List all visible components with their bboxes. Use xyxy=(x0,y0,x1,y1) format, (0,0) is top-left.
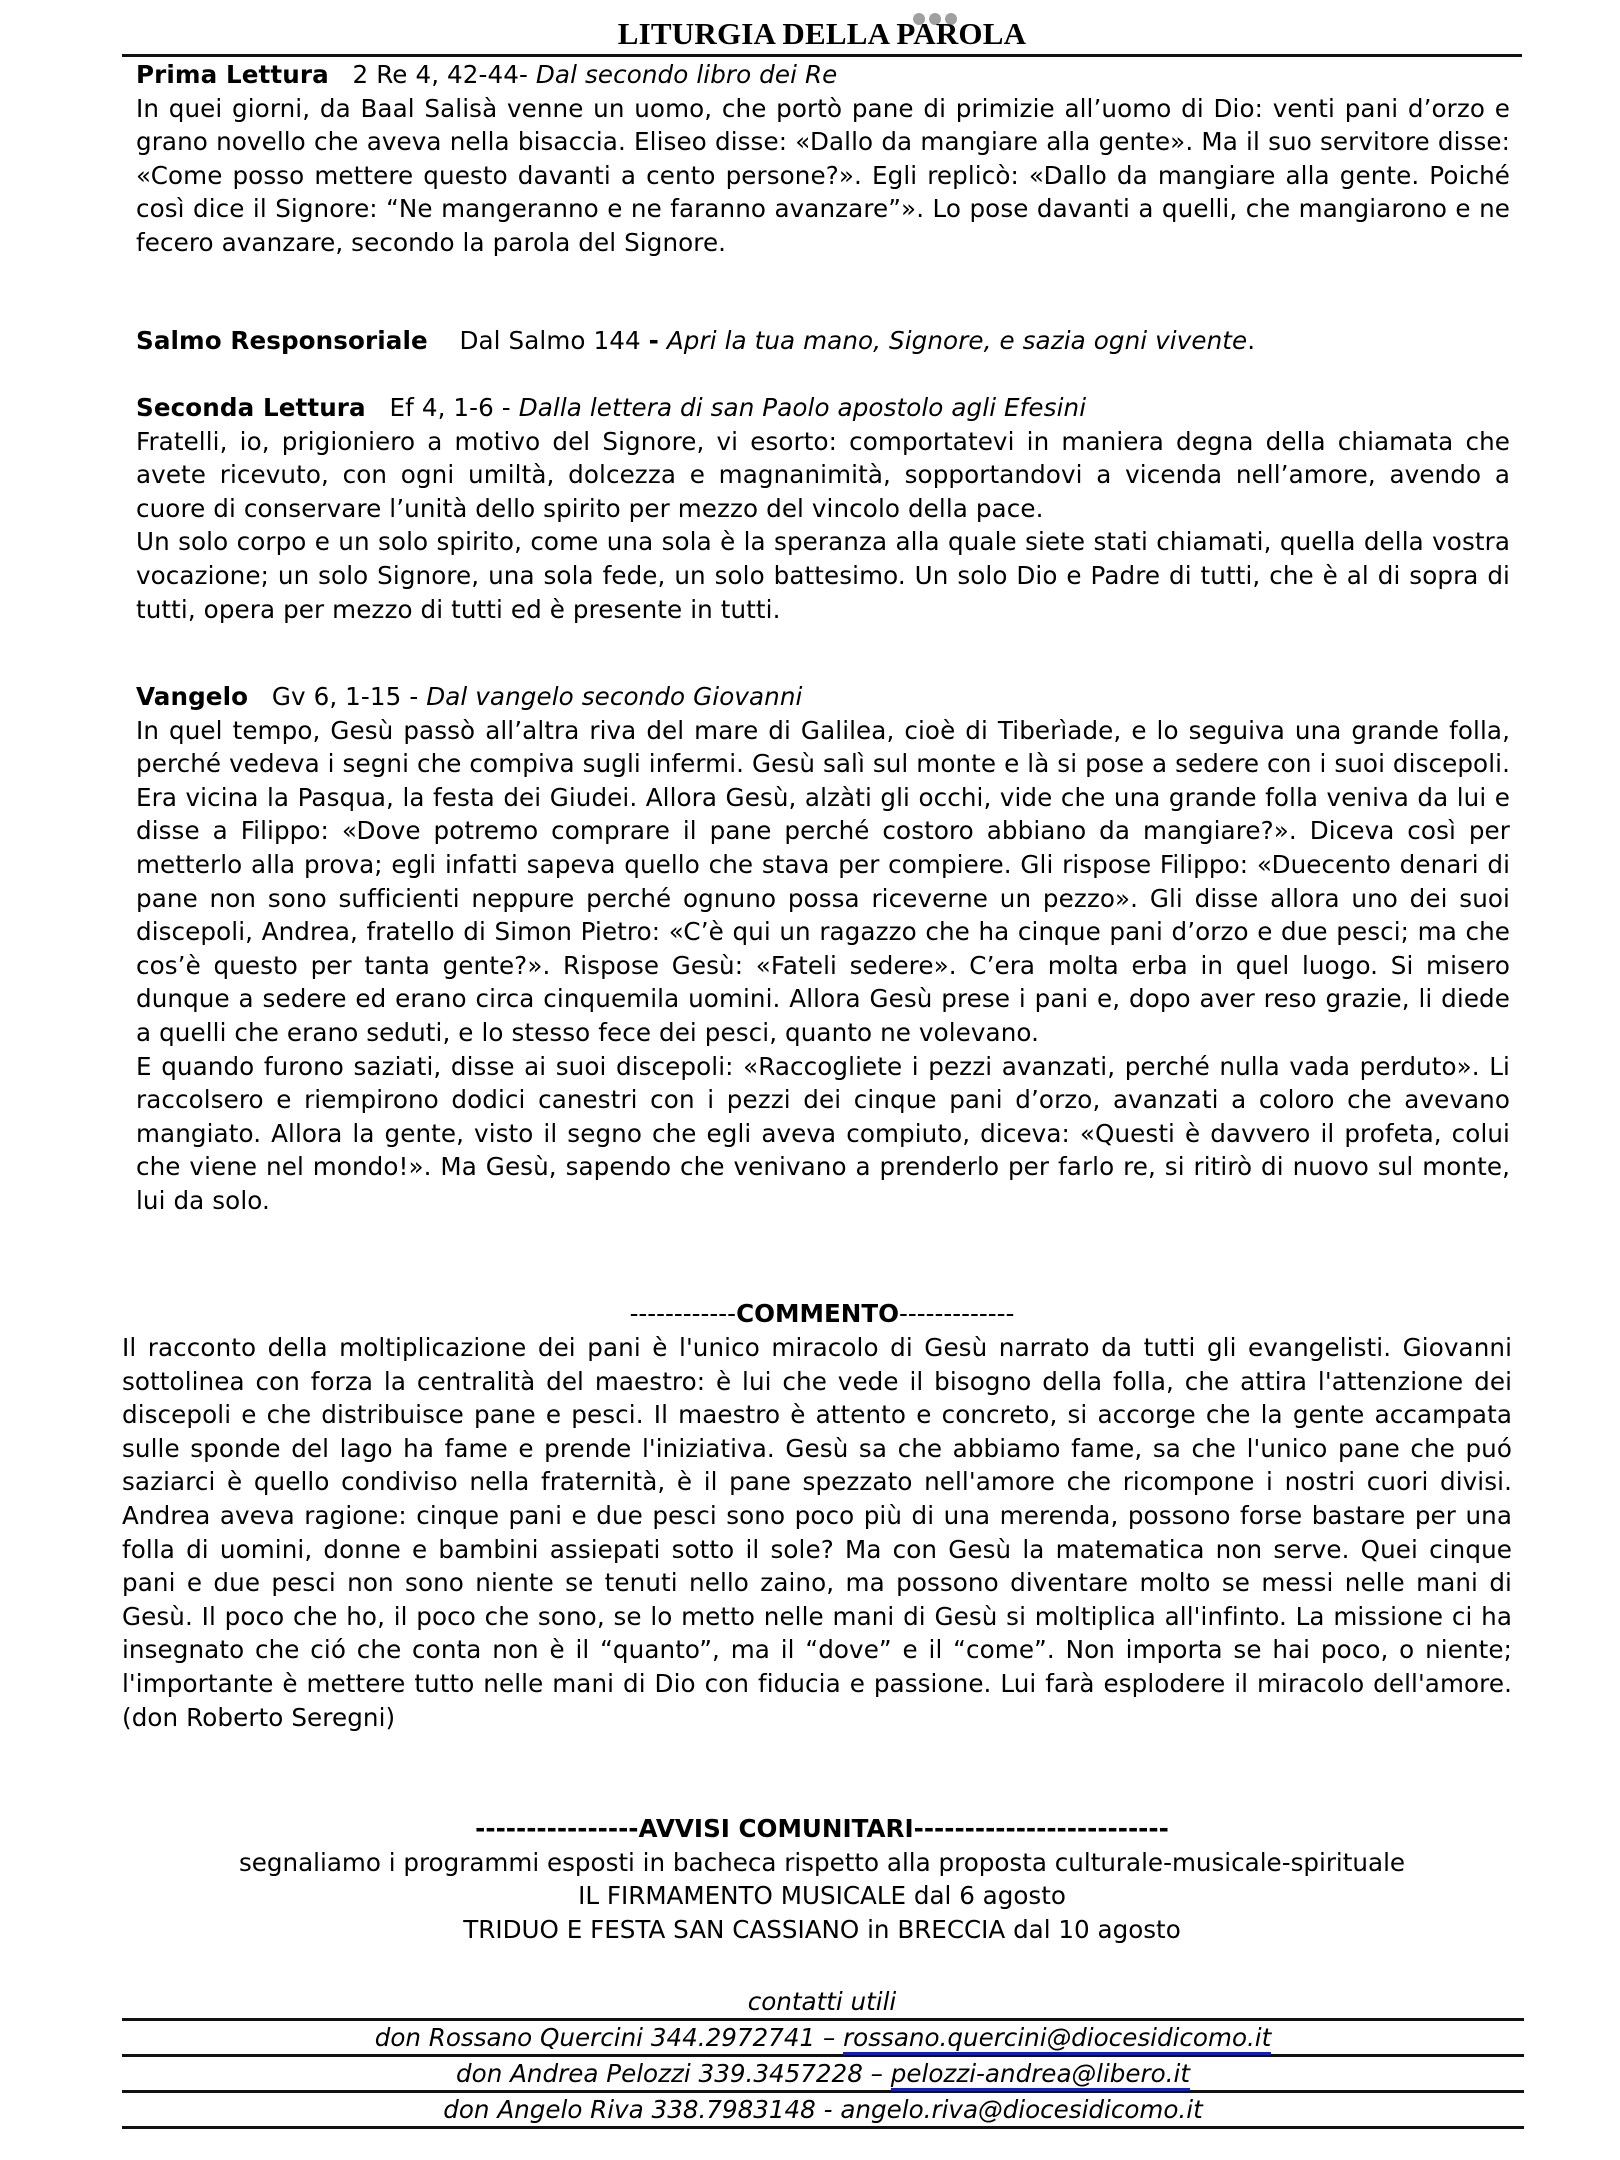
gospel-body-paragraph-2: E quando furono saziati, disse ai suoi discepoli: «Raccogliete i pezzi avanzati, perché nulla vada perduto». Li raccolsero e riempirono dodici canestri con i pezzi dei cinque pani d’orzo, avanzati a coloro che avevano mangiato. Allora la gente, visto il segno che egli aveva compiuto, diceva: «Questi è davvero il profeta, colui che viene nel mondo!». Ma Gesù, sapendo che venivano a prenderlo per farlo re, si ritirò di nuovo sul monte, lui da solo. xyxy=(136,1051,1510,1215)
seconda-lettura-heading xyxy=(136,391,1510,425)
contact-email-link[interactable]: rossano.quercini@diocesidicomo.it xyxy=(843,2023,1271,2055)
seconda-lettura-section xyxy=(136,391,1510,626)
reading-source: Dal secondo libro dei Re xyxy=(535,60,838,89)
vangelo-heading xyxy=(136,680,1510,714)
reading-label: Seconda Lettura xyxy=(136,393,366,422)
contact-row xyxy=(122,2018,1524,2054)
salmo-heading xyxy=(136,324,1510,358)
dash-decoration: ------------ xyxy=(629,1299,737,1328)
salmo-period: . xyxy=(1247,326,1256,355)
salmo-refrain: Apri la tua mano, Signore, e sazia ogni vivente xyxy=(666,326,1248,355)
prima-lettura-heading xyxy=(136,58,1510,92)
avvisi-line-1: segnaliamo i programmi esposti in bacheca rispetto alla proposta culturale-musicale-spirituale xyxy=(238,1848,1406,1877)
reading-body-paragraph-1: Fratelli, io, prigioniero a motivo del Signore, vi esorto: comportatevi in maniera degna della chiamata che avete ricevuto, con ogni umiltà, dolcezza e magnanimità, sopportandovi a vicenda nell’amore, avendo a cuore di conservare l’unità dello spirito per mezzo del vincolo della pace. xyxy=(136,426,1510,523)
contacts-table xyxy=(122,2018,1524,2129)
salmo-reference: Dal Salmo 144 xyxy=(459,326,641,355)
avvisi-line-3: TRIDUO E FESTA SAN CASSIANO in BRECCIA dal 10 agosto xyxy=(463,1915,1181,1944)
reading-source: Dalla lettera di san Paolo apostolo agli Efesini xyxy=(518,393,1087,422)
page-title: LITURGIA DELLA PAROLA xyxy=(617,16,1027,51)
vangelo-section xyxy=(136,680,1510,1218)
commento-section xyxy=(122,1331,1512,1734)
reading-label: Prima Lettura xyxy=(136,60,329,89)
contact-name-phone: don Angelo Riva 338.7983148 - xyxy=(443,2095,841,2124)
reading-reference: Gv 6, 1-15 - xyxy=(271,682,419,711)
reading-body: In quei giorni, da Baal Salisà venne un uomo, che portò pane di primizie all’uomo di Dio: venti pani d’orzo e grano novello che aveva nella bisaccia. Eliseo disse: «Dallo da mangiare alla gente». Ma il suo servitore disse: «Come posso mettere questo davanti a cento persone?». Egli replicò: «Dallo da mangiare alla gente. Poiché così dice il Signore: “Ne mangeranno e ne faranno avanzare”». Lo pose davanti a quelli, che mangiarono e ne fecero avanzare, secondo la parola del Signore. xyxy=(136,93,1510,257)
salmo-section xyxy=(136,324,1510,358)
contact-row xyxy=(122,2054,1524,2090)
salmo-dash: - xyxy=(648,326,659,355)
contacts-title: contatti utili xyxy=(747,1987,897,2016)
contact-name-phone: don Andrea Pelozzi 339.3457228 – xyxy=(456,2059,891,2088)
reading-reference: Ef 4, 1-6 - xyxy=(389,393,511,422)
commento-title: COMMENTO xyxy=(736,1299,900,1328)
salmo-label: Salmo Responsoriale xyxy=(136,326,428,355)
commento-heading xyxy=(122,1297,1522,1331)
contact-name-phone: don Rossano Quercini 344.2972741 – xyxy=(374,2023,844,2052)
document-header xyxy=(122,0,1522,58)
reading-source: Dal vangelo secondo Giovanni xyxy=(426,682,803,711)
avvisi-line-2: IL FIRMAMENTO MUSICALE dal 6 agosto xyxy=(578,1881,1066,1910)
reading-body-paragraph-2: Un solo corpo e un solo spirito, come una sola è la speranza alla quale siete stati chiamati, quella della vostra vocazione; un solo Signore, una sola fede, un solo battesimo. Un solo Dio e Padre di tutti, che è al di sopra di tutti, opera per mezzo di tutti ed è presente in tutti. xyxy=(136,527,1510,624)
reading-label: Vangelo xyxy=(136,682,249,711)
reading-reference: 2 Re 4, 42-44- xyxy=(352,60,528,89)
contact-email: angelo.riva@diocesidicomo.it xyxy=(840,2095,1203,2124)
gospel-body-paragraph-1: In quel tempo, Gesù passò all’altra riva del mare di Galilea, cioè di Tiberìade, e lo seguiva una grande folla, perché vedeva i segni che compiva sugli infermi. Gesù salì sul monte e là si pose a sedere con i suoi discepoli. Era vicina la Pasqua, la festa dei Giudei. Allora Gesù, alzàti gli occhi, vide che una grande folla veniva da lui e disse a Filippo: «Dove potremo comprare il pane perché costoro abbiano da mangiare?». Diceva così per metterlo alla prova; egli infatti sapeva quello che stava per compiere. Gli rispose Filippo: «Duecento denari di pane non sono sufficienti neppure perché ognuno possa riceverne un pezzo». Gli disse allora uno dei suoi discepoli, Andrea, fratello di Simon Pietro: «C’è qui un ragazzo che ha cinque pani d’orzo e due pesci; ma che cos’è questo per tanta gente?». Rispose Gesù: «Fateli sedere». C’era molta erba in quel luogo. Si misero dunque a sedere ed erano circa cinquemila uomini. Allora Gesù prese i pani e, dopo aver reso grazie, li diede a quelli che erano seduti, e lo stesso fece dei pesci, quanto ne volevano. xyxy=(136,715,1510,1047)
commento-body: Il racconto della moltiplicazione dei pani è l'unico miracolo di Gesù narrato da tutti gli evangelisti. Giovanni sottolinea con forza la centralità del maestro: è lui che vede il bisogno della folla, che attira l'attenzione dei discepoli e che distribuisce pane e pesci. Il maestro è attento e concreto, si accorge che la gente accampata sulle sponde del lago ha fame e prende l'iniziativa. Gesù sa che abbiamo fame, sa che l'unico pane che puó saziarci è quello condiviso nella fraternità, è il pane spezzato nell'amore che ricompone i nostri cuori divisi. Andrea aveva ragione: cinque pani e due pesci sono poco più di una merenda, possono forse bastare per una folla di uomini, donne e bambini assiepati sotto il sole? Ma con Gesù la matematica non serve. Quei cinque pani e due pesci non sono niente se tenuti nello zaino, ma possono diventare molto se messi nelle mani di Gesù. Il poco che ho, il poco che sono, se lo metto nelle mani di Gesù si moltiplica all'infinto. La missione ci ha insegnato che ció che conta non è il “quanto”, ma il “dove” e il “come”. Non importa se hai poco, o niente; l'importante è mettere tutto nelle mani di Dio con fiducia e passione. Lui farà esplodere il miracolo dell'amore. (don Roberto Seregni) xyxy=(122,1333,1512,1732)
contact-row xyxy=(122,2090,1524,2129)
dash-decoration: ------------- xyxy=(899,1299,1015,1328)
header-divider xyxy=(122,54,1522,57)
contact-email-link[interactable]: pelozzi-andrea@libero.it xyxy=(891,2059,1190,2091)
prima-lettura-section xyxy=(136,58,1510,260)
avvisi-heading: ----------------AVVISI COMUNITARI------------------------- xyxy=(475,1814,1169,1843)
